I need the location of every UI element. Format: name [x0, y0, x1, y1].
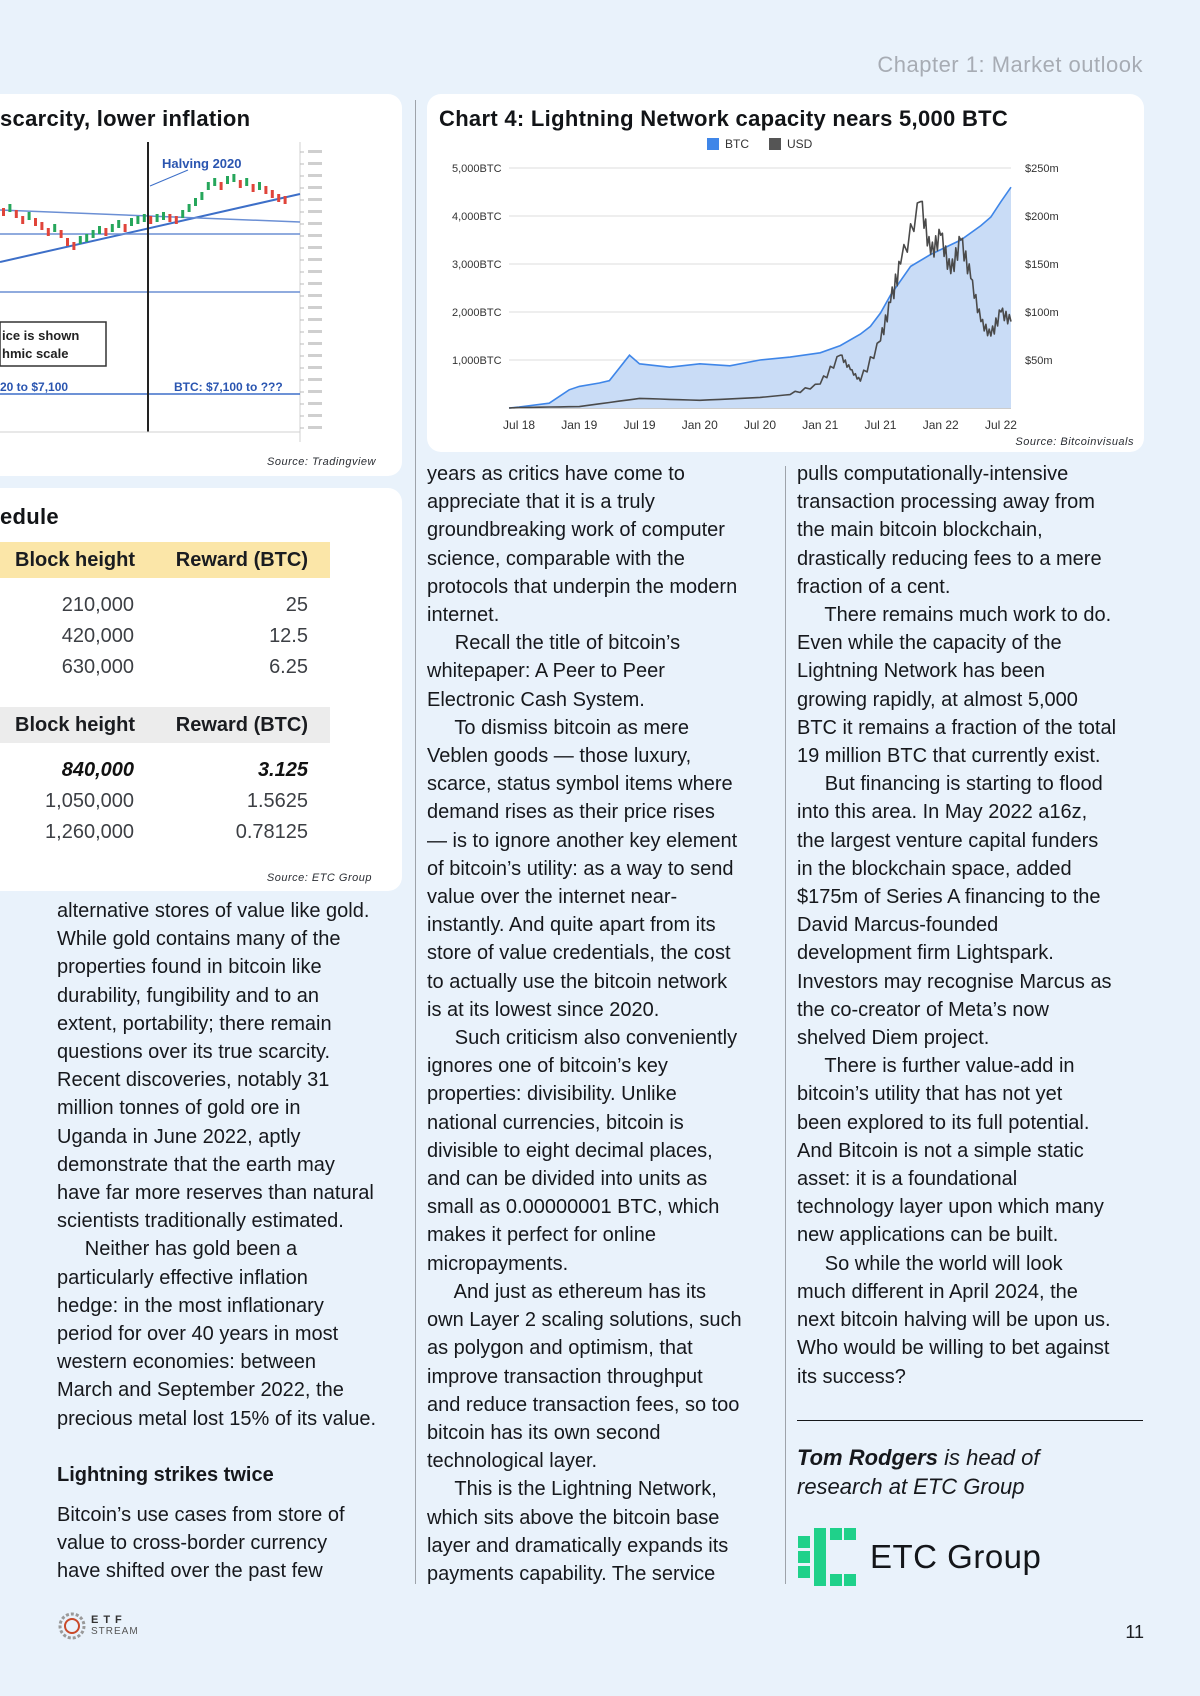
column-divider — [785, 466, 786, 1584]
text-line: period for over 40 years in most — [57, 1323, 339, 1346]
candle — [252, 184, 255, 192]
candle — [98, 226, 101, 234]
candle — [2, 208, 5, 216]
text-line: Such criticism also conveniently — [427, 1027, 738, 1050]
text-line: shelved Diem project. — [797, 1027, 990, 1050]
axis-tick-label-placeholder — [308, 198, 322, 201]
axis-tick-label-placeholder — [308, 390, 322, 393]
axis-tick-label-placeholder — [308, 150, 322, 153]
text-line: the co-creator of Meta’s now — [797, 998, 1049, 1021]
candle — [232, 174, 235, 182]
paragraph — [57, 897, 407, 1235]
paragraph — [427, 1278, 777, 1475]
chart4-legend — [707, 137, 813, 151]
paragraph — [57, 1235, 407, 1432]
candle — [264, 186, 267, 194]
candle — [28, 212, 31, 220]
text-line: transaction processing away from — [797, 491, 1095, 514]
table-row: 840,000 3.125 — [61, 759, 308, 781]
paragraph — [797, 770, 1147, 1052]
axis-tick-label-placeholder — [308, 210, 322, 213]
legend-usd: USD — [787, 137, 813, 151]
text-line: Veblen goods — those luxury, — [427, 745, 692, 768]
text-line: groundbreaking work of computer — [427, 519, 725, 542]
x-tick-label: Jan 20 — [681, 418, 718, 432]
text-line: is at its lowest since 2020. — [427, 998, 660, 1021]
text-line: protocols that underpin the modern — [427, 575, 738, 598]
chart4-svg — [427, 94, 1144, 452]
text-line: demonstrate that the earth may — [57, 1153, 335, 1176]
y-right-tick-label: $150m — [1025, 259, 1059, 271]
text-line: alternative stores of value like gold. — [57, 900, 370, 922]
text-line: scientists traditionally estimated. — [57, 1210, 344, 1233]
candle — [188, 204, 191, 212]
etf-logo-top: ETF — [91, 1614, 127, 1626]
text-line: particularly effective inflation — [57, 1266, 308, 1289]
text-line: There remains much work to do. — [797, 604, 1112, 627]
axis-tick-label-placeholder — [308, 414, 322, 417]
candle — [149, 216, 152, 224]
candle — [117, 220, 120, 228]
axis-tick-label-placeholder — [308, 366, 322, 369]
article-column-1 — [57, 897, 407, 1586]
text-line: Electronic Cash System. — [427, 688, 645, 711]
table-row: 210,000 25 — [61, 594, 308, 616]
text-line: hedge: in the most inflationary — [57, 1294, 324, 1317]
legend-usd-swatch — [769, 138, 781, 150]
axis-tick-label-placeholder — [308, 318, 322, 321]
y-right-tick-label: $100m — [1025, 307, 1059, 319]
text-line: and can be divided into units as — [427, 1168, 708, 1191]
candle — [92, 230, 95, 238]
text-line: demand rises as their price rises — [427, 801, 715, 824]
text-line: value to cross-border currency — [57, 1532, 328, 1555]
text-line: small as 0.00000001 BTC, which — [427, 1196, 720, 1219]
text-line: While gold contains many of the — [57, 928, 341, 951]
table-row: 1,050,000 1.5625 — [45, 790, 308, 812]
text-line: as polygon and optimism, that — [427, 1337, 693, 1360]
text-line: in the blockchain space, added — [797, 857, 1072, 880]
text-line: bitcoin has its own second — [427, 1421, 661, 1444]
text-line: whitepaper: A Peer to Peer — [427, 660, 665, 683]
paragraph — [427, 1475, 777, 1588]
text-line: And Bitcoin is not a simple static — [797, 1139, 1084, 1162]
candle — [53, 224, 56, 232]
text-line: store of value credentials, the cost — [427, 942, 731, 965]
text-line: the main bitcoin blockchain, — [797, 519, 1043, 542]
table-row: 1,260,000 0.78125 — [45, 821, 308, 843]
text-line: micropayments. — [427, 1252, 569, 1275]
author-name: Tom Rodgers — [797, 1445, 938, 1470]
text-line: extent, portability; there remain — [57, 1012, 332, 1035]
x-tick-label: Jul 18 — [503, 418, 536, 432]
y-left-tick-label: 3,000BTC — [452, 259, 502, 271]
text-line: scarce, status symbol items where — [427, 773, 733, 796]
paragraph — [797, 1250, 1147, 1391]
candle — [220, 182, 223, 190]
section-heading: Lightning strikes twice — [57, 1463, 274, 1486]
text-line: the largest venture capital funders — [797, 829, 1099, 852]
text-line: next bitcoin halving will be upon us. — [797, 1309, 1111, 1332]
candle — [85, 234, 88, 242]
text-line: Recent discoveries, notably 31 — [57, 1069, 330, 1092]
text-line: Uganda in June 2022, aptly — [57, 1125, 301, 1148]
candle — [239, 180, 242, 188]
text-line: own Layer 2 scaling solutions, such — [427, 1309, 742, 1332]
candle — [194, 198, 197, 206]
legend-btc-swatch — [707, 138, 719, 150]
text-line: value over the internet near- — [427, 886, 678, 909]
paragraph — [427, 714, 777, 1024]
y-right-tick-label: $50m — [1025, 355, 1053, 367]
text-line: science, comparable with the — [427, 547, 685, 570]
col-reward: Reward (BTC) — [175, 548, 308, 571]
text-line: $175m of Series A financing to the — [797, 886, 1101, 909]
text-line: to actually use the bitcoin network — [427, 970, 728, 993]
candle — [15, 210, 18, 218]
text-line: improve transaction throughput — [427, 1365, 703, 1388]
axis-tick-label-placeholder — [308, 174, 322, 177]
text-line: properties found in bitcoin like — [57, 956, 322, 979]
text-line: instantly. And quite apart from its — [427, 914, 716, 937]
etc-group-logo — [798, 1527, 1041, 1587]
text-line: been explored to its full potential. — [797, 1111, 1090, 1134]
text-line: David Marcus-founded — [797, 914, 999, 937]
text-line: drastically reducing fees to a mere — [797, 547, 1102, 570]
candle — [8, 204, 11, 212]
axis-tick-label-placeholder — [308, 234, 322, 237]
candle — [200, 192, 203, 200]
candle — [21, 216, 24, 224]
text-line: years as critics have come to — [427, 463, 685, 485]
candle — [47, 228, 50, 236]
text-line: and reduce transaction fees, so too — [427, 1393, 740, 1416]
paragraph — [427, 629, 777, 714]
axis-tick-label-placeholder — [308, 402, 322, 405]
paragraph — [57, 1501, 407, 1586]
y-right-tick-label: $250m — [1025, 163, 1059, 175]
schedule-source: Source: ETC Group — [266, 872, 372, 884]
series-btc-area — [509, 187, 1011, 408]
text-line: bitcoin’s utility that has not yet — [797, 1083, 1063, 1106]
chart4-card — [427, 94, 1144, 452]
candle — [213, 178, 216, 186]
text-line: which sits above the bitcoin base — [427, 1506, 720, 1529]
candle — [79, 236, 82, 244]
candle — [271, 190, 274, 198]
etc-logo-text: ETC Group — [870, 1538, 1042, 1575]
text-line: have shifted over the past few — [57, 1560, 323, 1583]
text-line: Who would be willing to bet against — [797, 1337, 1110, 1360]
x-tick-label: Jul 22 — [984, 418, 1017, 432]
axis-tick-label-placeholder — [308, 294, 322, 297]
chart3-plot — [0, 142, 336, 538]
text-line: March and September 2022, the — [57, 1379, 344, 1402]
candle — [162, 212, 165, 220]
paragraph — [427, 1024, 777, 1278]
text-line: 19 million BTC that currently exist. — [797, 745, 1101, 768]
chart3-source: Source: Tradingview — [267, 456, 376, 468]
text-line: growing rapidly, at almost 5,000 — [797, 688, 1078, 711]
schedule-header-1 — [0, 542, 330, 578]
candle — [40, 222, 43, 230]
schedule-title: edule — [0, 504, 59, 529]
axis-tick-label-placeholder — [308, 330, 322, 333]
y-left-tick-label: 5,000BTC — [452, 163, 502, 175]
x-tick-label: Jul 21 — [864, 418, 897, 432]
candle — [258, 182, 261, 190]
y-left-tick-label: 4,000BTC — [452, 211, 502, 223]
text-line: So while the world will look — [797, 1252, 1063, 1275]
legend-btc: BTC — [725, 137, 749, 151]
candle — [104, 228, 107, 236]
text-line: Lightning Network has been — [797, 660, 1045, 683]
chart4-source: Source: Bitcoinvisuals — [1015, 436, 1134, 448]
table-row: 630,000 6.25 — [61, 656, 308, 678]
text-line: And just as ethereum has its — [427, 1280, 707, 1303]
text-line: its success? — [797, 1365, 906, 1388]
text-line: western economies: between — [57, 1351, 317, 1374]
candle — [277, 194, 280, 202]
author-bio: Tom Rodgers is head of research at ETC Group — [797, 1445, 1040, 1499]
text-line: have far more reserves than natural — [57, 1182, 374, 1205]
text-line: Bitcoin’s use cases from store of — [57, 1504, 345, 1527]
candle — [124, 224, 127, 232]
col-block-height: Block height — [15, 548, 136, 571]
axis-tick-label-placeholder — [308, 306, 322, 309]
etf-logo-icon — [57, 1611, 87, 1641]
text-line: technology layer upon which many — [797, 1196, 1104, 1219]
text-line: But financing is starting to flood — [797, 773, 1103, 796]
chart3-note-2: hmic scale — [2, 346, 69, 361]
chart3-title: scarcity, lower inflation — [0, 106, 251, 131]
etc-logo-icon — [798, 1528, 856, 1586]
candle — [143, 214, 146, 222]
axis-tick-label-placeholder — [308, 162, 322, 165]
text-line: technological layer. — [427, 1450, 598, 1473]
chart3-range-left: 20 to $7,100 — [0, 380, 69, 394]
text-line: There is further value-add in — [797, 1055, 1075, 1078]
column-divider — [415, 100, 416, 1584]
text-line: Neither has gold been a — [57, 1238, 298, 1261]
y-left-tick-label: 2,000BTC — [452, 307, 502, 319]
candle — [34, 218, 37, 226]
text-line: — is to ignore another key element — [427, 829, 738, 852]
text-line: layer and dramatically expands its — [427, 1534, 729, 1557]
col-block-height: Block height — [15, 713, 136, 736]
text-line: ignores one of bitcoin’s key — [427, 1055, 668, 1078]
axis-tick-label-placeholder — [308, 246, 322, 249]
page-number: 11 — [1125, 1622, 1144, 1642]
axis-tick-label-placeholder — [308, 222, 322, 225]
text-line: development firm Lightspark. — [797, 942, 1054, 965]
schedule-header-2 — [0, 707, 330, 743]
text-line: into this area. In May 2022 a16z, — [797, 801, 1088, 824]
text-line: Even while the capacity of the — [797, 632, 1062, 655]
axis-tick-label-placeholder — [308, 354, 322, 357]
candle — [130, 218, 133, 226]
chart4-title: Chart 4: Lightning Network capacity nears 5,000 BTC — [439, 106, 1009, 131]
candle — [72, 242, 75, 250]
text-line: fraction of a cent. — [797, 575, 951, 598]
chart3-svg — [0, 142, 336, 472]
axis-tick-label-placeholder — [308, 378, 322, 381]
x-tick-label: Jul 19 — [623, 418, 656, 432]
axis-tick-label-placeholder — [308, 342, 322, 345]
y-right-tick-label: $200m — [1025, 211, 1059, 223]
text-line: internet. — [427, 604, 500, 627]
chart3-range-right: BTC: $7,100 to ??? — [174, 380, 283, 394]
paragraph — [797, 1052, 1147, 1249]
candle — [284, 196, 287, 204]
paragraph — [797, 601, 1147, 770]
candle — [111, 224, 114, 232]
text-line: asset: it is a foundational — [797, 1168, 1018, 1191]
y-left-tick-label: 1,000BTC — [452, 355, 502, 367]
text-line: This is the Lightning Network, — [427, 1478, 717, 1501]
text-line: precious metal lost 15% of its value. — [57, 1407, 377, 1430]
etf-stream-logo — [57, 1611, 139, 1641]
text-line: To dismiss bitcoin as mere — [427, 716, 689, 739]
chart3-note-1: ice is shown — [2, 328, 80, 343]
text-line: durability, fungibility and to an — [57, 984, 320, 1007]
chart3-card — [0, 94, 402, 476]
text-line: divisible to eight decimal places, — [427, 1139, 713, 1162]
candle — [66, 238, 69, 246]
axis-tick-label-placeholder — [308, 282, 322, 285]
paragraph — [427, 460, 777, 629]
article-column-3 — [797, 460, 1147, 1391]
axis-tick-label-placeholder — [308, 258, 322, 261]
candle — [245, 178, 248, 186]
candle — [207, 182, 210, 190]
schedule-card — [0, 488, 402, 891]
candle — [60, 230, 63, 238]
text-line: Investors may recognise Marcus as — [797, 970, 1112, 993]
candle — [226, 176, 229, 184]
candle — [181, 210, 184, 218]
text-line: properties: divisibility. Unlike — [427, 1083, 677, 1106]
text-line: appreciate that it is a truly — [427, 491, 655, 514]
candle — [168, 214, 171, 222]
paragraph — [797, 460, 1147, 601]
text-line: Recall the title of bitcoin’s — [427, 632, 681, 655]
table-row: 420,000 12.5 — [61, 625, 308, 647]
author-divider — [797, 1420, 1143, 1421]
text-line: BTC it remains a fraction of the total — [797, 716, 1117, 739]
text-line: new applications can be built. — [797, 1224, 1059, 1247]
text-line: of bitcoin’s utility: as a way to send — [427, 857, 734, 880]
text-line: national currencies, bitcoin is — [427, 1111, 684, 1134]
article-column-2 — [427, 460, 777, 1588]
etf-logo-bottom: STREAM — [91, 1626, 139, 1637]
axis-tick-label-placeholder — [308, 186, 322, 189]
text-line: million tonnes of gold ore in — [57, 1097, 301, 1120]
text-line: makes it perfect for online — [427, 1224, 656, 1247]
candle — [136, 216, 139, 224]
x-tick-label: Jan 21 — [802, 418, 839, 432]
axis-tick-label-placeholder — [308, 270, 322, 273]
x-tick-label: Jul 20 — [743, 418, 777, 432]
candle — [175, 216, 178, 224]
text-line: pulls computationally-intensive — [797, 463, 1069, 485]
col-reward: Reward (BTC) — [175, 713, 308, 736]
candle — [156, 214, 159, 222]
text-line: much different in April 2024, the — [797, 1280, 1078, 1303]
text-line: questions over its true scarcity. — [57, 1041, 331, 1064]
x-tick-label: Jan 19 — [561, 418, 598, 432]
x-tick-label: Jan 22 — [922, 418, 959, 432]
axis-tick-label-placeholder — [308, 426, 322, 429]
text-line: payments capability. The service — [427, 1562, 716, 1585]
halving-label: Halving 2020 — [162, 156, 242, 171]
chapter-title: Chapter 1: Market outlook — [877, 52, 1143, 77]
